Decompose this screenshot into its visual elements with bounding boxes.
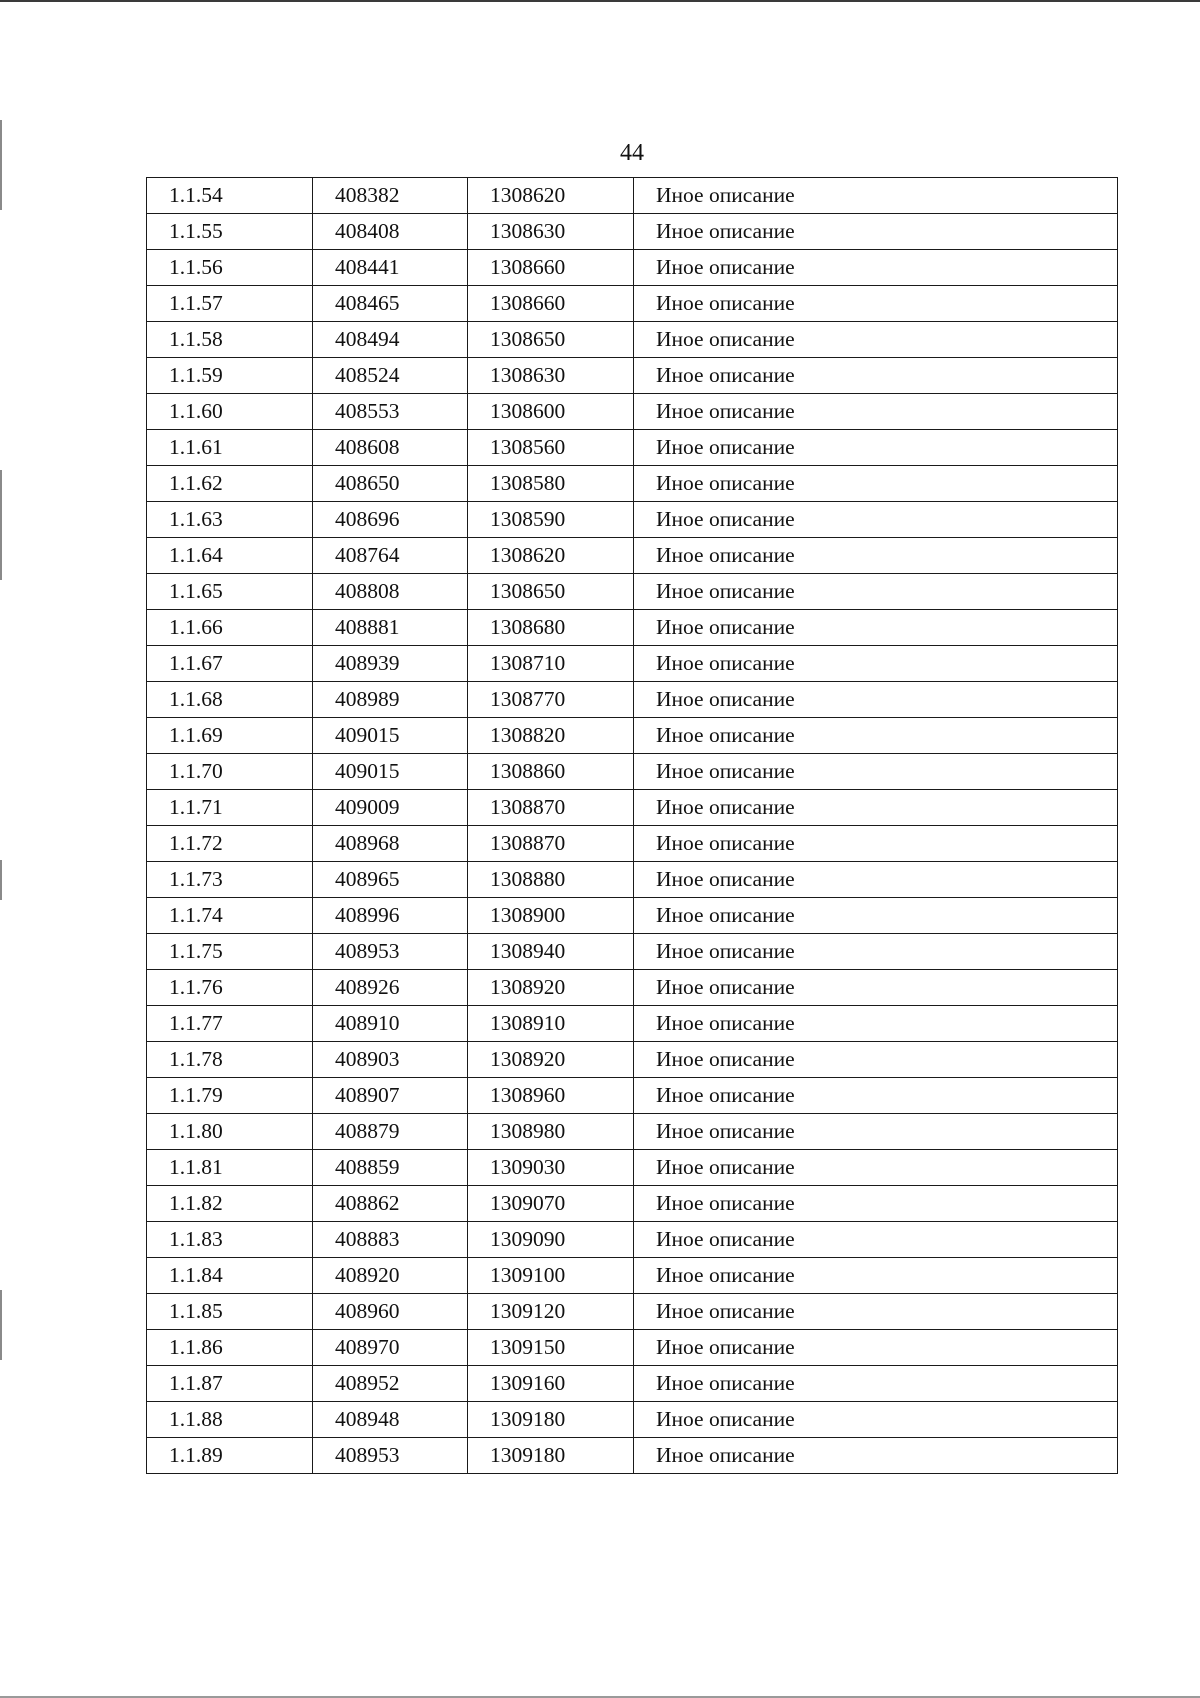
coordinates-table-body	[147, 178, 1118, 1474]
x-coordinate-cell: 408650	[313, 466, 468, 502]
table-row	[147, 1366, 1118, 1402]
x-coordinate-cell: 409015	[313, 754, 468, 790]
y-coordinate-cell: 1309180	[468, 1438, 634, 1474]
point-number-cell: 1.1.88	[147, 1402, 313, 1438]
x-coordinate-cell: 408553	[313, 394, 468, 430]
description-cell: Иное описание	[634, 538, 1118, 574]
x-coordinate-cell: 408907	[313, 1078, 468, 1114]
x-coordinate-cell: 408920	[313, 1258, 468, 1294]
table-row	[147, 286, 1118, 322]
x-coordinate-cell: 408859	[313, 1150, 468, 1186]
description-cell: Иное описание	[634, 574, 1118, 610]
y-coordinate-cell: 1308820	[468, 718, 634, 754]
x-coordinate-cell: 408970	[313, 1330, 468, 1366]
table-row	[147, 1222, 1118, 1258]
table-row	[147, 430, 1118, 466]
x-coordinate-cell: 408939	[313, 646, 468, 682]
point-number-cell: 1.1.69	[147, 718, 313, 754]
table-row	[147, 466, 1118, 502]
table-row	[147, 250, 1118, 286]
x-coordinate-cell: 408926	[313, 970, 468, 1006]
x-coordinate-cell: 408494	[313, 322, 468, 358]
y-coordinate-cell: 1308770	[468, 682, 634, 718]
description-cell: Иное описание	[634, 610, 1118, 646]
table-row	[147, 862, 1118, 898]
table-row	[147, 322, 1118, 358]
description-cell: Иное описание	[634, 898, 1118, 934]
description-cell: Иное описание	[634, 1330, 1118, 1366]
description-cell: Иное описание	[634, 286, 1118, 322]
x-coordinate-cell: 408948	[313, 1402, 468, 1438]
point-number-cell: 1.1.56	[147, 250, 313, 286]
table-row	[147, 1114, 1118, 1150]
description-cell: Иное описание	[634, 1186, 1118, 1222]
y-coordinate-cell: 1308940	[468, 934, 634, 970]
table-row	[147, 718, 1118, 754]
table-row	[147, 790, 1118, 826]
y-coordinate-cell: 1308620	[468, 538, 634, 574]
table-row	[147, 934, 1118, 970]
x-coordinate-cell: 408764	[313, 538, 468, 574]
y-coordinate-cell: 1308920	[468, 1042, 634, 1078]
description-cell: Иное описание	[634, 826, 1118, 862]
x-coordinate-cell: 409009	[313, 790, 468, 826]
point-number-cell: 1.1.82	[147, 1186, 313, 1222]
x-coordinate-cell: 408989	[313, 682, 468, 718]
point-number-cell: 1.1.70	[147, 754, 313, 790]
table-row	[147, 1258, 1118, 1294]
y-coordinate-cell: 1309120	[468, 1294, 634, 1330]
table-row	[147, 1078, 1118, 1114]
x-coordinate-cell: 408883	[313, 1222, 468, 1258]
table-row	[147, 826, 1118, 862]
y-coordinate-cell: 1309090	[468, 1222, 634, 1258]
point-number-cell: 1.1.62	[147, 466, 313, 502]
table-row	[147, 574, 1118, 610]
description-cell: Иное описание	[634, 358, 1118, 394]
point-number-cell: 1.1.76	[147, 970, 313, 1006]
point-number-cell: 1.1.75	[147, 934, 313, 970]
point-number-cell: 1.1.61	[147, 430, 313, 466]
description-cell: Иное описание	[634, 1294, 1118, 1330]
point-number-cell: 1.1.64	[147, 538, 313, 574]
x-coordinate-cell: 408996	[313, 898, 468, 934]
point-number-cell: 1.1.68	[147, 682, 313, 718]
scan-left-mark	[0, 1290, 2, 1360]
x-coordinate-cell: 409015	[313, 718, 468, 754]
x-coordinate-cell: 408608	[313, 430, 468, 466]
description-cell: Иное описание	[634, 178, 1118, 214]
description-cell: Иное описание	[634, 646, 1118, 682]
description-cell: Иное описание	[634, 718, 1118, 754]
description-cell: Иное описание	[634, 250, 1118, 286]
x-coordinate-cell: 408465	[313, 286, 468, 322]
y-coordinate-cell: 1309180	[468, 1402, 634, 1438]
y-coordinate-cell: 1308710	[468, 646, 634, 682]
y-coordinate-cell: 1308870	[468, 826, 634, 862]
x-coordinate-cell: 408953	[313, 1438, 468, 1474]
table-row	[147, 1186, 1118, 1222]
table-row	[147, 754, 1118, 790]
x-coordinate-cell: 408881	[313, 610, 468, 646]
coordinates-table	[146, 177, 1118, 1474]
y-coordinate-cell: 1309150	[468, 1330, 634, 1366]
y-coordinate-cell: 1309030	[468, 1150, 634, 1186]
point-number-cell: 1.1.86	[147, 1330, 313, 1366]
y-coordinate-cell: 1309160	[468, 1366, 634, 1402]
x-coordinate-cell: 408952	[313, 1366, 468, 1402]
table-row	[147, 1330, 1118, 1366]
point-number-cell: 1.1.72	[147, 826, 313, 862]
y-coordinate-cell: 1308630	[468, 358, 634, 394]
point-number-cell: 1.1.57	[147, 286, 313, 322]
point-number-cell: 1.1.83	[147, 1222, 313, 1258]
page-number: 44	[620, 140, 644, 166]
y-coordinate-cell: 1308560	[468, 430, 634, 466]
description-cell: Иное описание	[634, 754, 1118, 790]
y-coordinate-cell: 1308660	[468, 250, 634, 286]
description-cell: Иное описание	[634, 1078, 1118, 1114]
point-number-cell: 1.1.85	[147, 1294, 313, 1330]
description-cell: Иное описание	[634, 934, 1118, 970]
x-coordinate-cell: 408441	[313, 250, 468, 286]
y-coordinate-cell: 1308910	[468, 1006, 634, 1042]
point-number-cell: 1.1.65	[147, 574, 313, 610]
point-number-cell: 1.1.58	[147, 322, 313, 358]
y-coordinate-cell: 1308980	[468, 1114, 634, 1150]
point-number-cell: 1.1.89	[147, 1438, 313, 1474]
description-cell: Иное описание	[634, 790, 1118, 826]
scan-top-edge	[0, 0, 1200, 2]
x-coordinate-cell: 408953	[313, 934, 468, 970]
description-cell: Иное описание	[634, 862, 1118, 898]
y-coordinate-cell: 1309070	[468, 1186, 634, 1222]
point-number-cell: 1.1.80	[147, 1114, 313, 1150]
x-coordinate-cell: 408808	[313, 574, 468, 610]
x-coordinate-cell: 408382	[313, 178, 468, 214]
point-number-cell: 1.1.78	[147, 1042, 313, 1078]
table-row	[147, 394, 1118, 430]
point-number-cell: 1.1.84	[147, 1258, 313, 1294]
description-cell: Иное описание	[634, 1222, 1118, 1258]
y-coordinate-cell: 1308880	[468, 862, 634, 898]
description-cell: Иное описание	[634, 1438, 1118, 1474]
point-number-cell: 1.1.63	[147, 502, 313, 538]
scan-left-mark	[0, 860, 2, 900]
description-cell: Иное описание	[634, 1402, 1118, 1438]
x-coordinate-cell: 408696	[313, 502, 468, 538]
point-number-cell: 1.1.73	[147, 862, 313, 898]
y-coordinate-cell: 1308870	[468, 790, 634, 826]
table-row	[147, 1438, 1118, 1474]
point-number-cell: 1.1.67	[147, 646, 313, 682]
table-row	[147, 682, 1118, 718]
x-coordinate-cell: 408408	[313, 214, 468, 250]
description-cell: Иное описание	[634, 970, 1118, 1006]
point-number-cell: 1.1.59	[147, 358, 313, 394]
point-number-cell: 1.1.54	[147, 178, 313, 214]
y-coordinate-cell: 1308960	[468, 1078, 634, 1114]
x-coordinate-cell: 408910	[313, 1006, 468, 1042]
y-coordinate-cell: 1308920	[468, 970, 634, 1006]
x-coordinate-cell: 408965	[313, 862, 468, 898]
y-coordinate-cell: 1308860	[468, 754, 634, 790]
x-coordinate-cell: 408862	[313, 1186, 468, 1222]
y-coordinate-cell: 1308650	[468, 322, 634, 358]
table-row	[147, 358, 1118, 394]
table-row	[147, 538, 1118, 574]
table-row	[147, 178, 1118, 214]
table-row	[147, 1402, 1118, 1438]
x-coordinate-cell: 408524	[313, 358, 468, 394]
point-number-cell: 1.1.74	[147, 898, 313, 934]
point-number-cell: 1.1.79	[147, 1078, 313, 1114]
description-cell: Иное описание	[634, 1006, 1118, 1042]
table-row	[147, 214, 1118, 250]
description-cell: Иное описание	[634, 1366, 1118, 1402]
y-coordinate-cell: 1308580	[468, 466, 634, 502]
description-cell: Иное описание	[634, 502, 1118, 538]
point-number-cell: 1.1.66	[147, 610, 313, 646]
x-coordinate-cell: 408968	[313, 826, 468, 862]
y-coordinate-cell: 1309100	[468, 1258, 634, 1294]
table-row	[147, 1294, 1118, 1330]
y-coordinate-cell: 1308620	[468, 178, 634, 214]
y-coordinate-cell: 1308630	[468, 214, 634, 250]
point-number-cell: 1.1.71	[147, 790, 313, 826]
table-row	[147, 970, 1118, 1006]
scan-left-mark	[0, 470, 2, 580]
y-coordinate-cell: 1308600	[468, 394, 634, 430]
x-coordinate-cell: 408960	[313, 1294, 468, 1330]
table-row	[147, 1042, 1118, 1078]
table-row	[147, 898, 1118, 934]
y-coordinate-cell: 1308660	[468, 286, 634, 322]
table-row	[147, 610, 1118, 646]
description-cell: Иное описание	[634, 322, 1118, 358]
description-cell: Иное описание	[634, 1258, 1118, 1294]
y-coordinate-cell: 1308590	[468, 502, 634, 538]
point-number-cell: 1.1.81	[147, 1150, 313, 1186]
description-cell: Иное описание	[634, 1114, 1118, 1150]
point-number-cell: 1.1.60	[147, 394, 313, 430]
x-coordinate-cell: 408879	[313, 1114, 468, 1150]
x-coordinate-cell: 408903	[313, 1042, 468, 1078]
description-cell: Иное описание	[634, 214, 1118, 250]
y-coordinate-cell: 1308680	[468, 610, 634, 646]
description-cell: Иное описание	[634, 466, 1118, 502]
description-cell: Иное описание	[634, 1042, 1118, 1078]
description-cell: Иное описание	[634, 682, 1118, 718]
table-row	[147, 646, 1118, 682]
description-cell: Иное описание	[634, 430, 1118, 466]
y-coordinate-cell: 1308900	[468, 898, 634, 934]
description-cell: Иное описание	[634, 394, 1118, 430]
y-coordinate-cell: 1308650	[468, 574, 634, 610]
point-number-cell: 1.1.77	[147, 1006, 313, 1042]
description-cell: Иное описание	[634, 1150, 1118, 1186]
table-row	[147, 1006, 1118, 1042]
table-row	[147, 502, 1118, 538]
table-row	[147, 1150, 1118, 1186]
point-number-cell: 1.1.55	[147, 214, 313, 250]
point-number-cell: 1.1.87	[147, 1366, 313, 1402]
